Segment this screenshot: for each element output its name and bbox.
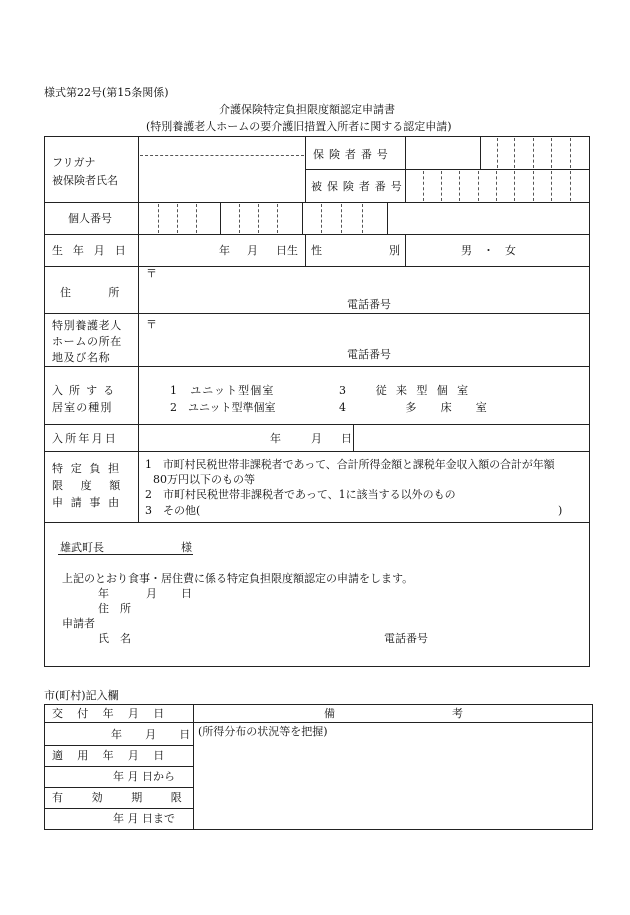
form-subtitle: (特別養護老人ホームの要介護旧措置入所者に関する認定申請): [146, 120, 452, 133]
facility-postal-mark: 〒: [146, 318, 157, 331]
room-option-unit-private[interactable]: 1 ユニット型個室: [170, 384, 275, 397]
reason-label-line2: 限度額: [52, 479, 138, 492]
issue-date-value[interactable]: 年 月 日: [111, 728, 197, 741]
insured-name-field[interactable]: [140, 157, 304, 201]
admission-date-label: 入所年月日: [52, 432, 118, 445]
gender-label-2: 別: [389, 244, 400, 257]
valid-period-label: 有効期限: [52, 791, 211, 804]
declaration-year: 年: [98, 587, 109, 600]
declaration-month: 月: [146, 587, 157, 600]
room-option-unit-semi-private[interactable]: 2 ユニット型準個室: [170, 401, 276, 414]
birth-year-unit: 年: [219, 244, 230, 257]
mayor-addressee: 雄武町長: [60, 541, 104, 554]
insurer-number-field[interactable]: [406, 137, 589, 168]
reason-option-2[interactable]: 2 市町村民税世帯非課税者であって、1に該当する以外のもの: [145, 488, 456, 501]
admission-day-unit: 日: [341, 432, 352, 445]
remarks-note: (所得分布の状況等を把握): [198, 725, 328, 738]
insured-number-field[interactable]: [406, 170, 589, 201]
facility-label-line3: 地及び名称: [52, 351, 111, 364]
applicant-label: 申請者: [62, 617, 95, 630]
declaration-day: 日: [181, 587, 192, 600]
reason-label-line1: 特定負担: [52, 462, 127, 475]
office-section-title: 市(町村)記入欄: [44, 689, 119, 702]
admission-year-unit: 年: [270, 432, 281, 445]
valid-period-value[interactable]: 年 月 日まで: [113, 812, 175, 825]
insured-name-label: 被保険者氏名: [52, 174, 118, 187]
address-field[interactable]: [140, 267, 589, 312]
birth-day-unit: 日生: [276, 244, 298, 257]
remarks-field[interactable]: [194, 740, 592, 829]
gender-options[interactable]: 男 ・ 女: [461, 244, 516, 257]
reason-option-3-close: ): [558, 504, 563, 517]
remarks-label-2: 考: [452, 707, 463, 720]
furigana-label: フリガナ: [52, 156, 96, 169]
mayor-honorific: 様: [181, 541, 192, 554]
applicant-address-label: 住 所: [98, 602, 131, 615]
insured-number-label: 被保険者番号: [311, 180, 407, 193]
issue-date-label: 交付年月日: [52, 707, 179, 720]
gender-label: 性: [311, 244, 322, 257]
reason-label-line3: 申請事由: [52, 496, 127, 509]
admission-month-unit: 月: [311, 432, 322, 445]
facility-field[interactable]: [140, 314, 589, 365]
birth-date-label: 生年月日: [52, 244, 136, 257]
form-number: 様式第22号(第15条関係): [44, 86, 169, 99]
room-type-label-line1: 入所する: [52, 384, 121, 397]
apply-date-label: 適用年月日: [52, 749, 179, 762]
reason-option-1-cont: 80万円以下のもの等: [153, 473, 255, 486]
reason-option-1[interactable]: 1 市町村民税世帯非課税者であって、合計所得金額と課税年金収入額の合計が年額: [145, 458, 555, 471]
applicant-name-label: 氏 名: [98, 632, 131, 645]
facility-label-line1: 特別養護老人: [52, 319, 122, 332]
insurer-number-label: 保険者番号: [313, 148, 393, 161]
room-type-label-line2: 居室の種別: [52, 401, 113, 414]
facility-label-line2: ホームの所在: [52, 335, 122, 348]
address-phone-label: 電話番号: [347, 298, 391, 311]
room-option-conventional-private[interactable]: 3 従来型個室: [339, 384, 478, 397]
reason-option-3[interactable]: 3 その他(: [145, 504, 201, 517]
personal-number-field[interactable]: [140, 203, 387, 233]
address-label: 住所: [60, 286, 157, 299]
address-postal-mark: 〒: [146, 267, 157, 280]
room-option-multi-bed[interactable]: 4 多床室: [339, 401, 511, 414]
apply-date-value[interactable]: 年 月 日から: [113, 770, 175, 783]
applicant-phone-label: 電話番号: [384, 632, 428, 645]
declaration-statement: 上記のとおり食事・居住費に係る特定負担限度額認定の申請をします。: [62, 572, 414, 585]
form-title: 介護保険特定負担限度額認定申請書: [219, 103, 395, 116]
facility-phone-label: 電話番号: [347, 348, 391, 361]
personal-number-label: 個人番号: [68, 212, 112, 225]
birth-month-unit: 月: [247, 244, 258, 257]
remarks-label: 備: [324, 707, 335, 720]
applicant-signature-area[interactable]: [140, 600, 580, 660]
